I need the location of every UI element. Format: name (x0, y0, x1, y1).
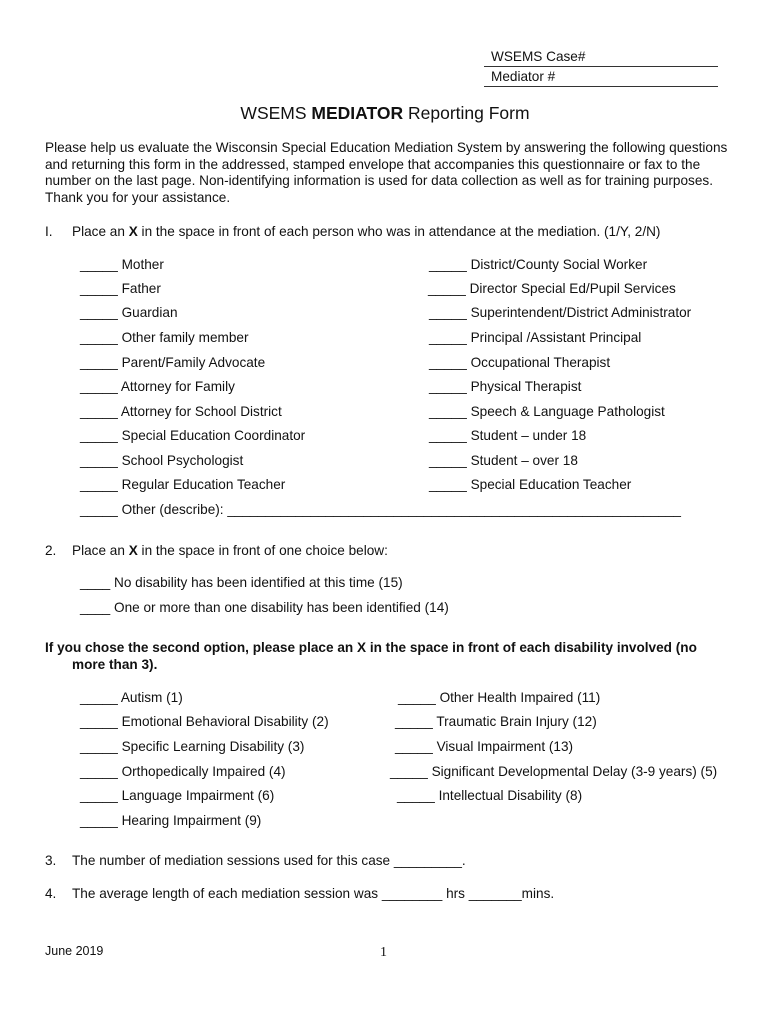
attendee-option[interactable]: _____ Father (80, 281, 161, 296)
page-number: 1 (380, 945, 387, 960)
attendee-option[interactable]: _____ District/County Social Worker (429, 257, 648, 272)
disability-option[interactable]: _____ Emotional Behavioral Disability (2) (80, 714, 329, 729)
instruction-line-2: more than 3). (72, 657, 158, 672)
q3-number: 3. (45, 853, 57, 868)
q1-text (72, 224, 660, 240)
intro-paragraph: Please help us evaluate the Wisconsin Special Education Mediation System by answering the following questions and returning this form in the addressed, stamped envelope that accompanies this questionnaire or fax to the number on the last page. Non-identifying information is used for data collection as well as for training purposes. Thank you for your assistance. (45, 140, 728, 205)
disability-option[interactable]: _____ Significant Developmental Delay (3-9 years) (5) (390, 764, 718, 779)
q1-post: in the space in front of each person who was in attendance at the mediation. (1/Y, 2/N) (137, 224, 661, 239)
attendee-option[interactable]: _____ Regular Education Teacher (80, 477, 286, 492)
attendee-option[interactable]: _____ Special Education Teacher (429, 477, 632, 492)
disability-option[interactable]: _____ Intellectual Disability (8) (397, 788, 583, 803)
attendee-option[interactable]: _____ Occupational Therapist (429, 355, 611, 370)
title-bold: MEDIATOR (311, 103, 404, 123)
disability-option[interactable]: _____ Other Health Impaired (11) (398, 690, 601, 705)
attendee-other-field[interactable]: _____ Other (describe): ____________________________________________________________ (80, 502, 681, 517)
attendee-option[interactable]: _____ Special Education Coordinator (80, 428, 306, 443)
attendee-option[interactable]: _____ Other family member (80, 330, 249, 345)
attendee-option[interactable]: _____ Student – over 18 (429, 453, 578, 468)
attendee-option[interactable]: _____ Student – under 18 (429, 428, 587, 443)
disability-instruction (45, 639, 735, 673)
attendee-option[interactable]: _____ Mother (80, 257, 164, 272)
title-prefix: WSEMS (240, 103, 312, 123)
q2-number: 2. (45, 543, 57, 558)
title-suffix: Reporting Form (403, 103, 530, 123)
q2-pre: Place an (72, 543, 129, 558)
q2-post: in the space in front of one choice below: (137, 543, 388, 558)
disability-option[interactable]: _____ Autism (1) (80, 690, 183, 705)
attendee-option[interactable]: _____ Physical Therapist (429, 379, 582, 394)
q4-number: 4. (45, 886, 57, 901)
disability-option[interactable]: _____ Visual Impairment (13) (395, 739, 574, 754)
attendee-option[interactable]: _____ Attorney for Family (80, 379, 235, 394)
attendee-option[interactable]: _____ Parent/Family Advocate (80, 355, 266, 370)
q1-x: X (128, 224, 138, 239)
attendee-option[interactable]: _____ Attorney for School District (80, 404, 282, 419)
page-title (0, 103, 770, 124)
attendee-option[interactable]: _____ School Psychologist (80, 453, 244, 468)
case-number-label: WSEMS Case# (491, 49, 586, 64)
attendee-option[interactable]: _____ Superintendent/District Administrator (429, 305, 692, 320)
instruction-line-1: If you chose the second option, please place an X in the space in front of each disability involved (no (45, 640, 697, 655)
q3-text[interactable]: The number of mediation sessions used for this case _________. (72, 853, 466, 868)
q1-pre: Place an (72, 224, 129, 239)
case-number-field[interactable] (484, 47, 718, 67)
disability-option[interactable]: _____ Hearing Impairment (9) (80, 813, 262, 828)
disability-option[interactable]: _____ Orthopedically Impaired (4) (80, 764, 286, 779)
disability-status-option[interactable]: ____ One or more than one disability has been identified (14) (80, 600, 449, 615)
disability-status-option[interactable]: ____ No disability has been identified at this time (15) (80, 575, 403, 590)
attendee-option[interactable]: _____ Speech & Language Pathologist (429, 404, 665, 419)
mediator-number-field[interactable] (484, 67, 718, 87)
disability-option[interactable]: _____ Traumatic Brain Injury (12) (395, 714, 597, 729)
attendee-option[interactable]: _____ Director Special Ed/Pupil Services (428, 281, 676, 296)
mediator-number-label: Mediator # (491, 69, 556, 84)
footer-date: June 2019 (45, 944, 104, 958)
q2-x: X (128, 543, 138, 558)
case-info-box (484, 47, 718, 87)
q4-text[interactable]: The average length of each mediation session was ________ hrs _______mins. (72, 886, 555, 901)
attendee-option[interactable]: _____ Guardian (80, 305, 178, 320)
disability-option[interactable]: _____ Specific Learning Disability (3) (80, 739, 305, 754)
disability-option[interactable]: _____ Language Impairment (6) (80, 788, 275, 803)
q1-number: I. (45, 224, 53, 239)
attendee-option[interactable]: _____ Principal /Assistant Principal (429, 330, 642, 345)
q2-text (72, 543, 388, 559)
